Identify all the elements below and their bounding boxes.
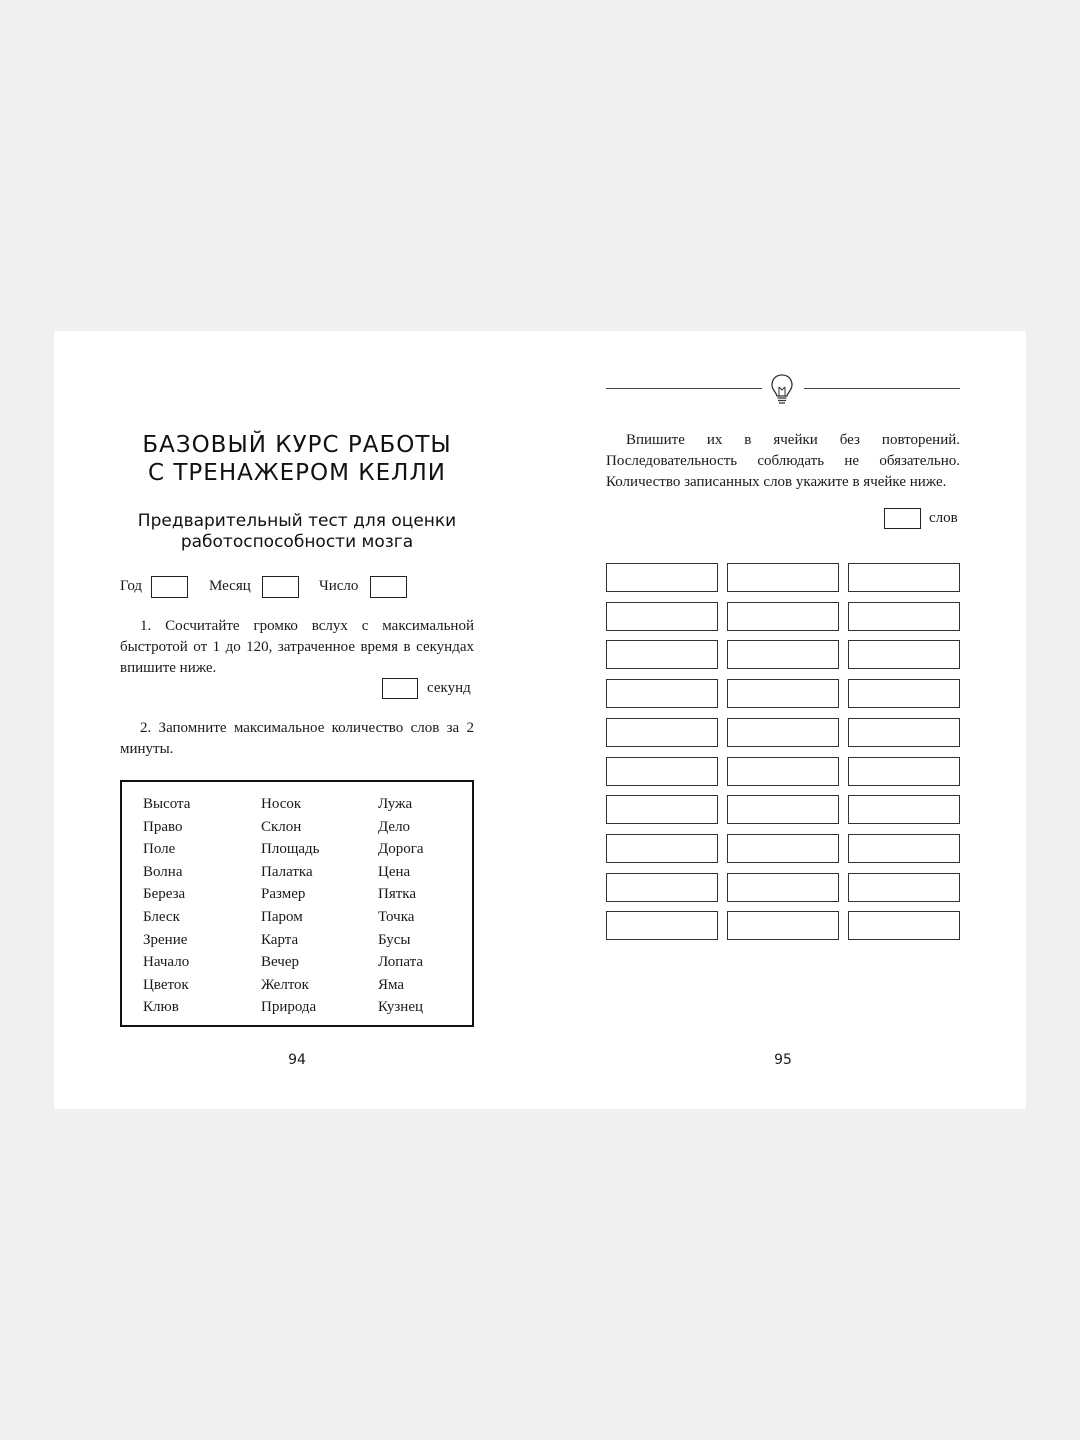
- seconds-row: [382, 678, 474, 700]
- word: Желток: [261, 976, 309, 993]
- day-field[interactable]: [370, 576, 407, 598]
- answer-cell[interactable]: [606, 757, 718, 786]
- answer-cell[interactable]: [606, 834, 718, 863]
- task-2-text: 2. Запомните максимальное количество слов за 2 минуты.: [120, 720, 474, 757]
- word: Размер: [261, 886, 306, 903]
- answer-cell[interactable]: [848, 640, 960, 669]
- answer-cell[interactable]: [848, 834, 960, 863]
- word: Яма: [378, 976, 405, 993]
- task-1-text: 1. Сосчитайте громко вслух с максимальной быстротой от 1 до 120, затраченное время в секундах впишите ниже.: [120, 618, 474, 676]
- answer-cell[interactable]: [848, 602, 960, 631]
- word: Блеск: [143, 908, 180, 925]
- answer-cell[interactable]: [727, 911, 839, 940]
- answer-cell[interactable]: [606, 640, 718, 669]
- words-count-field[interactable]: [884, 508, 921, 529]
- word: Лужа: [378, 796, 413, 812]
- divider-left: [606, 388, 762, 389]
- answer-cell[interactable]: [727, 795, 839, 824]
- page-number-right: 95: [774, 1052, 792, 1068]
- answer-cell[interactable]: [606, 563, 718, 592]
- words-column-2: [261, 793, 320, 1019]
- answer-cell[interactable]: [606, 795, 718, 824]
- seconds-field[interactable]: [382, 678, 418, 699]
- section-subtitle: [120, 511, 474, 553]
- word: Береза: [143, 886, 186, 903]
- word: Бусы: [378, 931, 411, 948]
- answer-cell[interactable]: [727, 873, 839, 902]
- answer-cell[interactable]: [606, 679, 718, 708]
- title-line-2: С ТРЕНАЖЕРОМ КЕЛЛИ: [148, 460, 446, 486]
- word: Палатка: [261, 863, 313, 880]
- month-label: Месяц: [209, 578, 251, 594]
- words-column-1: [143, 793, 190, 1019]
- answer-cell[interactable]: [606, 718, 718, 747]
- word: Зрение: [143, 931, 188, 948]
- page-title: [120, 431, 474, 487]
- words-count-row: [884, 508, 964, 530]
- answer-cell[interactable]: [727, 640, 839, 669]
- word: Высота: [143, 796, 191, 812]
- answer-cell[interactable]: [848, 911, 960, 940]
- page-number-left: 94: [288, 1052, 306, 1068]
- book-spread: [54, 331, 1026, 1109]
- words-box: [120, 780, 474, 1027]
- answer-cell[interactable]: [848, 718, 960, 747]
- lightbulb-icon: [769, 373, 795, 407]
- words-count-label: слов: [929, 510, 958, 526]
- answer-cell[interactable]: [727, 563, 839, 592]
- answer-cell[interactable]: [606, 602, 718, 631]
- word: Вечер: [261, 954, 299, 971]
- answer-cell[interactable]: [606, 873, 718, 902]
- month-field[interactable]: [262, 576, 299, 598]
- answer-cell[interactable]: [606, 911, 718, 940]
- word: Волна: [143, 863, 183, 880]
- answer-cell[interactable]: [848, 795, 960, 824]
- date-row: [120, 576, 474, 598]
- word: Склон: [261, 818, 302, 835]
- subtitle-line-1: Предварительный тест для оценки: [137, 511, 457, 531]
- word: Клюв: [143, 999, 179, 1016]
- answer-cell[interactable]: [727, 834, 839, 863]
- subtitle-line-2: работоспособности мозга: [180, 532, 414, 552]
- words-column-3: [378, 793, 424, 1019]
- word: Карта: [261, 931, 299, 948]
- word: Пятка: [378, 886, 417, 903]
- word: Цветок: [143, 976, 189, 993]
- word: Носок: [261, 796, 302, 812]
- word: Цена: [378, 863, 411, 880]
- word: Паром: [261, 908, 303, 925]
- answer-cell[interactable]: [727, 679, 839, 708]
- answer-cell[interactable]: [848, 873, 960, 902]
- word: Площадь: [261, 841, 320, 858]
- word: Поле: [143, 841, 176, 858]
- word: Кузнец: [378, 999, 424, 1016]
- instruction-text: Впишите их в ячейки без повторений. Последовательность соблюдать не обязательно. Количество записанных слов укажите в ячейке ниже.: [606, 432, 960, 490]
- answer-cell[interactable]: [727, 602, 839, 631]
- answer-cell[interactable]: [848, 679, 960, 708]
- year-field[interactable]: [151, 576, 188, 598]
- title-line-1: БАЗОВЫЙ КУРС РАБОТЫ: [142, 432, 452, 458]
- word: Начало: [143, 954, 190, 971]
- word: Дело: [378, 818, 411, 835]
- answer-cell[interactable]: [848, 563, 960, 592]
- divider-right: [804, 388, 960, 389]
- word: Природа: [261, 999, 317, 1016]
- word: Дорога: [378, 841, 424, 858]
- day-label: Число: [319, 578, 359, 594]
- answer-cell[interactable]: [727, 718, 839, 747]
- answer-cell[interactable]: [727, 757, 839, 786]
- word: Точка: [378, 908, 415, 925]
- word: Лопата: [378, 954, 423, 971]
- seconds-label: секунд: [427, 680, 471, 696]
- year-label: Год: [120, 578, 143, 594]
- word: Право: [143, 818, 183, 835]
- answer-cell[interactable]: [848, 757, 960, 786]
